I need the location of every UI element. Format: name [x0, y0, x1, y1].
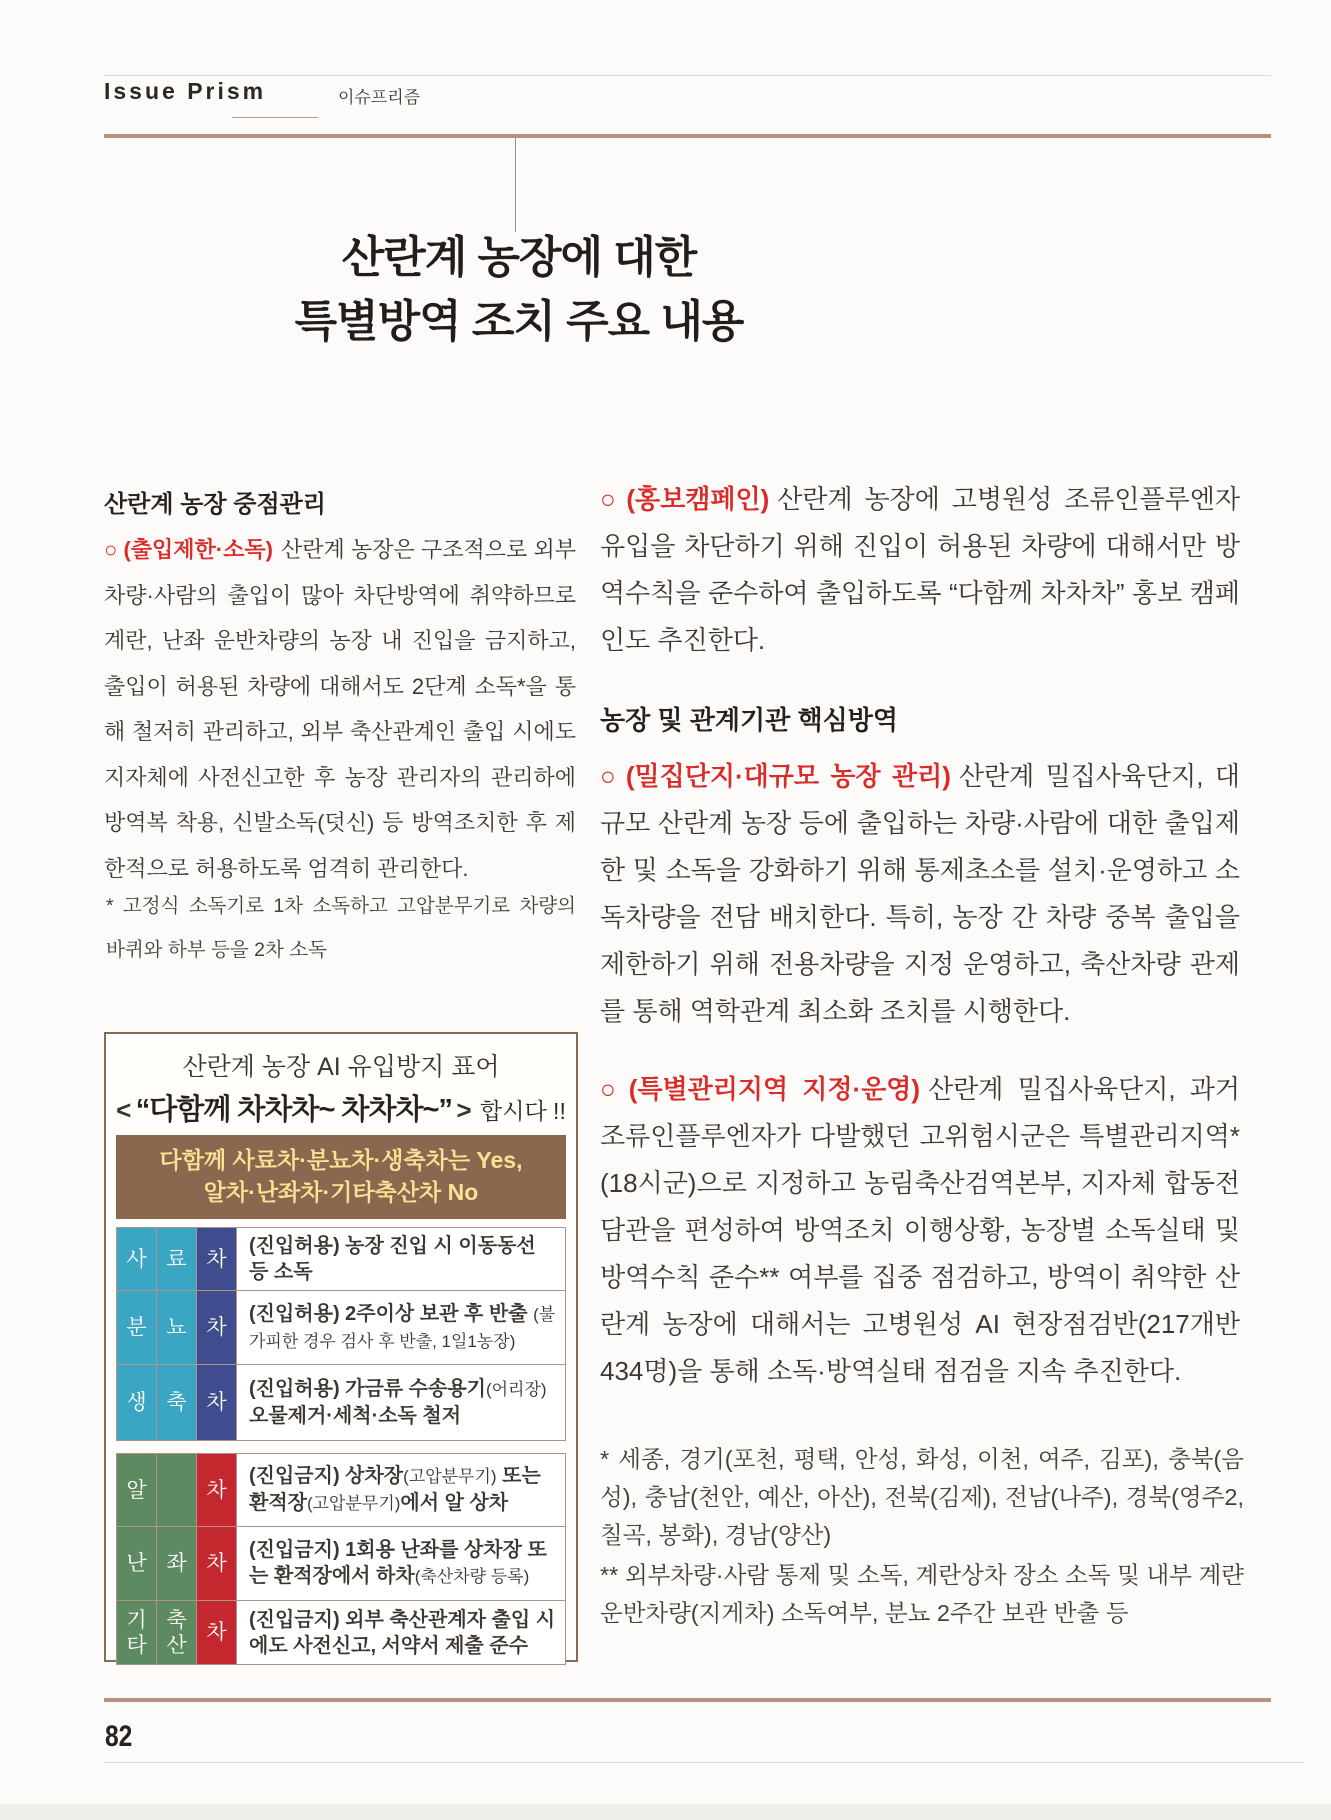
vehicle-rule-text [249, 1537, 557, 1590]
rule-text-main: 에서 알 상차 [400, 1492, 509, 1514]
vehicle-label-cell: 차 [197, 1228, 237, 1290]
paragraph-lead: (밀집단지·대규모 농장 관리) [625, 761, 951, 791]
vehicle-label-cell: 차 [197, 1454, 237, 1526]
left-footnote: * 고정식 소독기로 1차 소독하고 고압분무기로 차량의 바퀴와 하부 등을 2차 소독 [106, 895, 576, 961]
vehicle-rule-text [249, 1376, 557, 1429]
article-title [104, 226, 934, 354]
right-footnote-2: ** 외부차량·사람 통제 및 소독, 계란상차 장소 소독 및 내부 계랸 운반차량(지게차) 소독여부, 분뇨 2주간 보관 반출 등 [600, 1562, 1244, 1626]
banner-line2: 알차·난좌차·기타축산차 No [203, 1179, 479, 1205]
vehicle-table [116, 1227, 566, 1665]
vehicle-rule-text [249, 1301, 557, 1355]
article-title-line1: 산란계 농장에 대한 [341, 233, 697, 282]
bullet-circle-icon: ○ [600, 761, 620, 791]
vehicle-table-row [117, 1228, 565, 1290]
slogan-box-title: 산란계 농장 AI 유입방지 표어 [182, 1053, 500, 1081]
rule-text-small: (불가피한 경우 검사 후 반출, 1일1농장) [249, 1304, 556, 1351]
section-heading-left: 산란계 농장 중점관리 [104, 491, 326, 518]
vehicle-rule-text [249, 1233, 557, 1285]
banner-line1: 다함께 사료차·분뇨차·생축차는 Yes, [159, 1147, 523, 1173]
vehicle-table-row [117, 1526, 565, 1600]
paragraph-lead: (출입제한·소독) [123, 537, 273, 562]
vehicle-label-cell: 좌 [157, 1527, 197, 1600]
page-bottom-edge [0, 1804, 1331, 1820]
paragraph-body: 산란계 밀집사육단지, 과거 조류인플루엔자가 다발했던 고위험시군은 특별관리지역*(18시군)으로 지정하고 농림축산검역본부, 지자체 합동전담관을 편성하여 방역조치 이행상황, 농장별 소독실태 및 방역수칙 준수** 여부를 집중 점검하고, 방역이 취약한 산란계 농장에 대해서는 고병원성 AI 현장점검반(217개반 434명)을 통해 소독·방역실태 점검을 지속 추진한다. [600, 1074, 1240, 1386]
vehicle-rule-description [237, 1454, 565, 1526]
vehicle-rule-description [237, 1365, 565, 1440]
vehicle-rule-text [249, 1607, 557, 1659]
vehicle-table-allowed [116, 1227, 566, 1441]
rule-text-main: (진입허용) 2주이상 보관 후 반출 [249, 1302, 534, 1325]
rule-text-main: (진입허용) 가금류 수송용기 [249, 1378, 486, 1400]
vehicle-table-denied [116, 1453, 566, 1665]
header-brown-rule [104, 134, 1271, 138]
rule-text-main: 오물제거·세척·소독 철저 [249, 1405, 462, 1427]
rule-text-small: (어리장) [485, 1380, 547, 1399]
slogan-quote: “다함께 차차차~ 차차차~” [135, 1094, 452, 1126]
vehicle-table-row [117, 1290, 565, 1364]
slogan-banner [116, 1135, 566, 1219]
slogan-box [104, 1032, 578, 1662]
header-top-rule [104, 75, 1271, 76]
rule-text-small: (축산차량 등록) [414, 1567, 530, 1586]
vehicle-label-cell: 기타 [117, 1601, 157, 1664]
paragraph-body: 산란계 농장은 구조적으로 외부 차량·사람의 출입이 많아 차단방역에 취약하므로 계란, 난좌 운반차량의 농장 내 진입을 금지하고, 출입이 허용된 차량에 대해서도 2단계 소독*을 통해 철저히 관리하고, 외부 축산관계인 출입 시에도 지자체에 사전신고한 후 농장 관리자의 관리하에 방역복 착용, 신발소독(덧신) 등 방역조치한 후 제한적으로 허용하도록 엄격히 관리한다. [104, 537, 576, 881]
vehicle-label-cell: 료 [157, 1228, 197, 1290]
vehicle-rule-description [237, 1228, 565, 1290]
paragraph-body: 산란계 농장에 고병원성 조류인플루엔자 유입을 차단하기 위해 진입이 허용된 차량에 대해서만 방역수칙을 준수하여 출입하도록 “다함께 차차차” 홍보 캠페인도 추진한다. [600, 484, 1240, 655]
vehicle-rule-description [237, 1291, 565, 1364]
vehicle-label-cell [157, 1454, 197, 1526]
vehicle-label-cell: 차 [197, 1365, 237, 1440]
vehicle-table-row [117, 1600, 565, 1664]
right-footnote-1: * 세종, 경기(포천, 평택, 안성, 화성, 이천, 여주, 김포), 충북(음성), 충남(천안, 예산, 아산), 전북(김제), 전남(나주), 경북(영주2, 칠곡, 봉화), 경남(양산) [600, 1446, 1244, 1548]
bullet-circle-icon: ○ [104, 537, 118, 562]
vehicle-label-cell: 축 [157, 1365, 197, 1440]
left-paragraph [104, 527, 576, 891]
section-heading-right: 농장 및 관계기관 핵심방역 [600, 705, 898, 735]
brand-title-korean: 이슈프리즘 [338, 88, 421, 107]
rule-text-main: (진입금지) 외부 축산관계자 출입 시에도 사전신고, 서약서 제출 준수 [249, 1608, 556, 1657]
vehicle-table-row [117, 1364, 565, 1440]
footer-thin-rule [104, 1762, 1303, 1763]
vehicle-label-cell: 축산 [157, 1601, 197, 1664]
vehicle-label-cell: 난 [117, 1527, 157, 1600]
footer-brown-rule [104, 1698, 1271, 1702]
rule-text-main: 또는 환적장 [249, 1465, 541, 1514]
brand-underline [232, 117, 318, 118]
slogan-line [106, 1087, 576, 1128]
slogan-tail: 합시다 !! [480, 1098, 566, 1124]
vehicle-label-cell: 사 [117, 1228, 157, 1290]
rule-text-main: (진입허용) 농장 진입 시 이동동선 등 소독 [249, 1235, 536, 1283]
vehicle-label-cell: 차 [197, 1601, 237, 1664]
title-divider-line [515, 138, 516, 232]
brand-title: Issue Prism [104, 78, 267, 104]
right-paragraph-1 [600, 476, 1240, 664]
vehicle-rule-description [237, 1601, 565, 1664]
rule-text-main: (진입금지) 상차장 [249, 1465, 404, 1487]
angle-close-bracket: > [456, 1095, 472, 1125]
vehicle-label-cell: 분 [117, 1291, 157, 1364]
rule-text-small: (고압분무기) [403, 1467, 497, 1486]
vehicle-label-cell: 차 [197, 1527, 237, 1600]
angle-open-bracket: < [116, 1095, 132, 1125]
vehicle-label-cell: 차 [197, 1291, 237, 1364]
vehicle-label-cell: 알 [117, 1454, 157, 1526]
paragraph-body: 산란계 밀집사육단지, 대규모 산란계 농장 등에 출입하는 차량·사람에 대한 출입제한 및 소독을 강화하기 위해 통제초소를 설치·운영하고 소독차량을 전담 배치한다. 특히, 농장 간 차량 중복 출입을 제한하기 위해 전용차량을 지정 운영하고, 축산차량 관제를 통해 역학관계 최소화 조치를 시행한다. [600, 761, 1240, 1026]
article-title-line2: 특별방역 조치 주요 내용 [294, 297, 744, 346]
rule-text-main: (진입금지) 1회용 난좌를 상차장 또는 환적장에서 하차 [249, 1539, 547, 1587]
bullet-circle-icon: ○ [600, 1074, 623, 1104]
paragraph-lead: (홍보캠페인) [626, 484, 770, 514]
vehicle-rule-text [249, 1463, 557, 1517]
vehicle-label-cell: 생 [117, 1365, 157, 1440]
right-paragraph-3 [600, 1066, 1240, 1395]
vehicle-table-row [117, 1454, 565, 1526]
right-paragraph-2 [600, 753, 1240, 1035]
rule-text-small: (고압분무기) [306, 1494, 401, 1513]
vehicle-label-cell: 뇨 [157, 1291, 197, 1364]
vehicle-rule-description [237, 1527, 565, 1600]
page-number: 82 [105, 1720, 133, 1753]
paragraph-lead: (특별관리지역 지정·운영) [628, 1074, 921, 1104]
bullet-circle-icon: ○ [600, 484, 621, 514]
